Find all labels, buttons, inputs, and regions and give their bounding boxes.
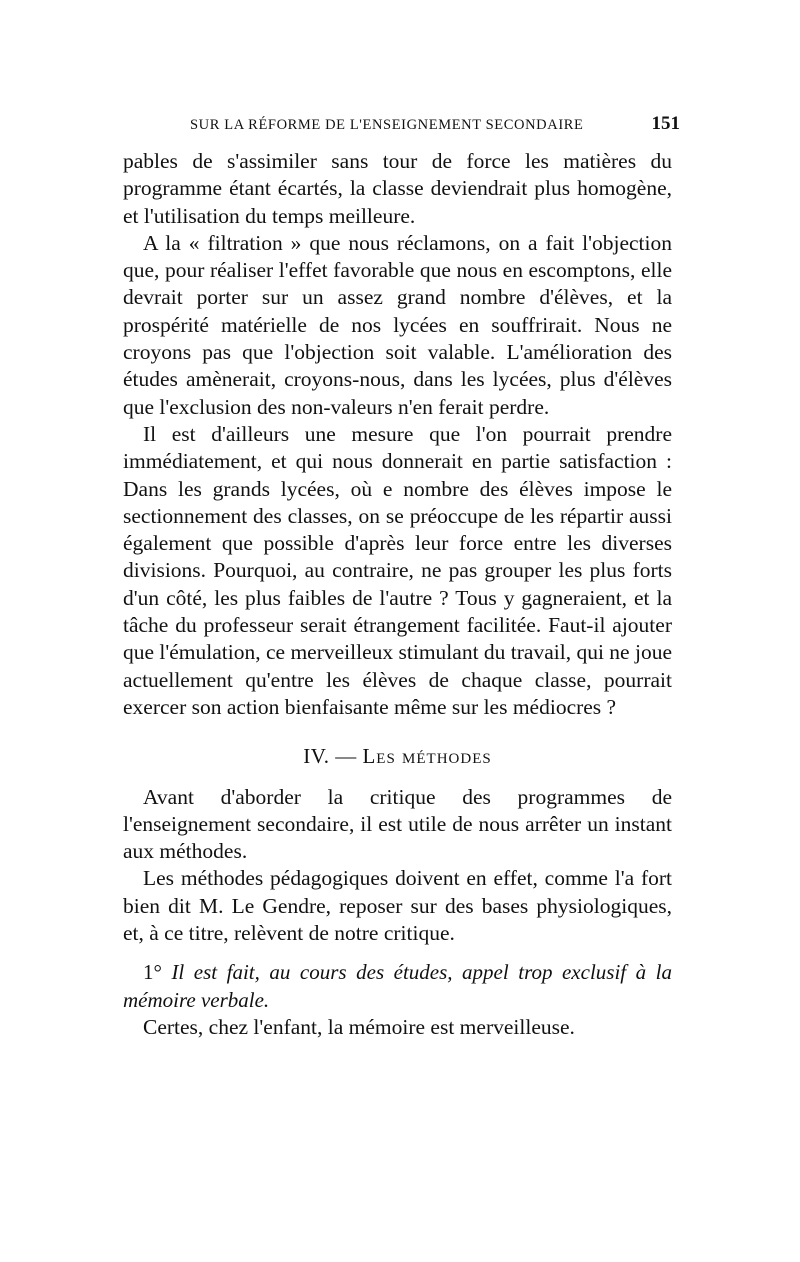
paragraph: Avant d'aborder la critique des programmes de l'enseignement secondaire, il est utile de nous arrêter un instant aux méthodes. bbox=[123, 784, 672, 864]
paragraph: A la « filtration » que nous réclamons, on a fait l'objection que, pour réaliser l'effet favorable que nous en escomptons, elle devrait porter sur un assez grand nombre d'élèves, et la prospérité matérielle de nos lycées en souffrirait. Nous ne croyons pas que l'objection soit valable. L'amélioration des études amènerait, croyons-nous, dans les lycées, plus d'élèves que l'exclusion des non-valeurs n'en ferait perdre. bbox=[123, 230, 672, 419]
section-title: Les méthodes bbox=[362, 744, 492, 769]
running-head-title: SUR LA RÉFORME DE L'ENSEIGNEMENT SECONDAIRE bbox=[190, 117, 584, 133]
paragraph: Il est d'ailleurs une mesure que l'on pourrait prendre immédiatement, et qui nous donnerait en partie satisfaction : Dans les grands lycées, où e nombre des élèves impose le sectionnement des classes, on se préoccupe de les répartir aussi également que possible d'après leur force entre les diverses divisions. Pourquoi, au contraire, ne pas grouper les plus forts d'un côté, les plus faibles de l'autre ? Tous y gagneraient, et la tâche du professeur serait étrangement facilitée. Faut-il ajouter que l'émulation, ce merveilleux stimulant du travail, qui ne joue actuellement qu'entre les élèves de chaque classe, pourrait exercer son action bienfaisante même sur les médiocres ? bbox=[123, 421, 672, 719]
running-head bbox=[190, 113, 680, 135]
paragraph-continued: pables de s'assimiler sans tour de force les matières du programme étant écartés, la classe deviendrait plus homogène, et l'utilisation du temps meilleure. bbox=[123, 149, 672, 228]
paragraph: Certes, chez l'enfant, la mémoire est merveilleuse. bbox=[143, 1014, 575, 1039]
point-number: 1° bbox=[143, 960, 162, 985]
section-number: IV. — bbox=[303, 744, 357, 769]
point-text: Il est fait, au cours des études, appel trop exclusif à la mémoire verbale. bbox=[123, 960, 673, 1012]
numbered-point bbox=[123, 959, 672, 1014]
paragraph: Les méthodes pédagogiques doivent en effet, comme l'a fort bien dit M. Le Gendre, reposer sur des bases physiologiques, et, à ce titre, relèvent de notre critique. bbox=[123, 866, 672, 946]
body-text bbox=[123, 148, 672, 1041]
section-heading bbox=[123, 743, 672, 770]
page-number: 151 bbox=[651, 113, 680, 134]
